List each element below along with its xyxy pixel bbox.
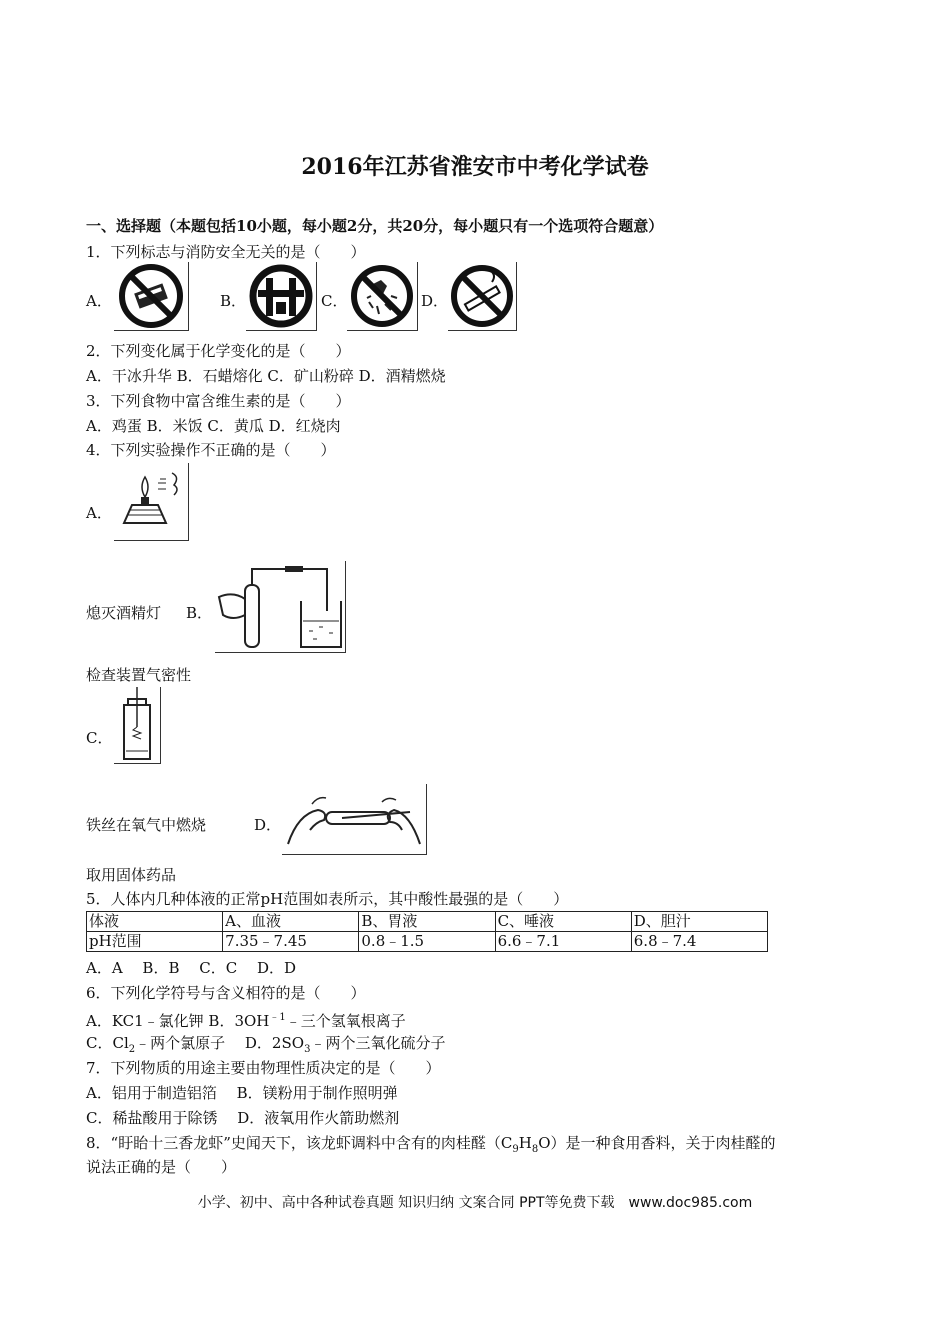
- page-footer: 小学、初中、高中各种试卷真题 知识归纳 文案合同 PPT等免费下载 www.doc985.com: [197, 1195, 753, 1211]
- table-cell: 体液: [87, 912, 223, 932]
- no-stacking-sign-icon: [114, 262, 188, 330]
- section-heading: 一、选择题（本题包括10小题，每小题2分，共20分，每小题只有一个选项符合题意）: [86, 217, 664, 235]
- question-3-options: A．鸡蛋 B．米饭 C．黄瓜 D．红烧肉: [86, 417, 341, 435]
- table-cell: A、血液: [223, 912, 359, 932]
- q4-option-c-caption: 铁丝在氧气中燃烧: [86, 816, 207, 834]
- question-4-stem: 4．下列实验操作不正确的是（ ）: [86, 441, 336, 459]
- q1-option-b-label: B．: [220, 292, 247, 310]
- question-2-stem: 2．下列变化属于化学变化的是（ ）: [86, 342, 351, 360]
- q4-option-d-label: D．: [254, 816, 282, 834]
- question-6-options-ab: A．KC1﹣氯化钾 B．$3OH^{﹣1}﹣$三个氢氧根离子: [86, 1012, 406, 1030]
- table-cell: C、唾液: [495, 912, 631, 932]
- no-smoking-sign-icon: [448, 262, 516, 330]
- q1-option-c-image: [347, 262, 418, 331]
- question-7-stem: 7．下列物质的用途主要由物理性质决定的是（ ）: [86, 1059, 441, 1077]
- table-cell: 6.6﹣7.1: [495, 932, 631, 952]
- q1-option-d-image: [448, 262, 517, 331]
- question-7-options-cd: C．稀盐酸用于除锈 D．液氧用作火箭助燃剂: [86, 1109, 400, 1127]
- question-5-options: A．A B．B C．C D．D: [86, 959, 297, 977]
- q4-option-d-caption: 取用固体药品: [86, 866, 177, 884]
- alcohol-lamp-blow-icon: [114, 463, 188, 540]
- question-8-stem-line2: 说法正确的是（ ）: [86, 1158, 237, 1176]
- question-8-stem: 8．“盱眙十三香龙虾”史闻天下，该龙虾调料中含有的肉桂醛$(C_9H_8O)$是一种食用香料，关于肉桂醛的: [86, 1134, 776, 1155]
- question-3-stem: 3．下列食物中富含维生素的是（ ）: [86, 392, 351, 410]
- question-7-options-ab: A．铝用于制造铝箔 B．镁粉用于制作照明弹: [86, 1084, 398, 1102]
- q4-option-b-label: B．: [186, 604, 213, 622]
- table-cell: 7.35﹣7.45: [223, 932, 359, 952]
- question-5-stem: 5．人体内几种体液的正常pH范围如表所示，其中酸性最强的是（ ）: [86, 890, 569, 908]
- q4-option-c-label: C．: [86, 729, 113, 747]
- table-row: [87, 912, 768, 932]
- question-2-options: A．干冰升华 B．石蜡熔化 C．矿山粉碎 D．酒精燃烧: [86, 367, 446, 385]
- q4-option-b-caption: 检查装置气密性: [86, 666, 192, 684]
- solid-reagent-icon: [282, 784, 426, 854]
- question-6-options-cd: C．$Cl_2﹣$两个氯原子 D．$2SO_3﹣$两个三氧化硫分子: [86, 1034, 446, 1055]
- q4-option-c-image: [114, 687, 161, 764]
- q4-option-a-caption: 熄灭酒精灯: [86, 604, 162, 622]
- q1-option-d-label: D．: [421, 292, 449, 310]
- iron-wire-burning-icon: [114, 687, 160, 763]
- q4-option-b-image: [215, 561, 346, 653]
- no-fireworks-sign-icon: [347, 262, 417, 330]
- table-cell: 6.8﹣7.4: [631, 932, 767, 952]
- q4-option-a-image: [114, 463, 189, 541]
- table-cell: B、胃液: [359, 912, 495, 932]
- q1-option-a-image: [114, 262, 189, 331]
- water-saving-sign-icon: [246, 262, 316, 330]
- table-row: [87, 932, 768, 952]
- table-cell: D、胆汁: [631, 912, 767, 932]
- page-title: 2016年江苏省淮安市中考化学试卷: [301, 154, 649, 180]
- table-cell: pH范围: [87, 932, 223, 952]
- table-cell: 0.8﹣1.5: [359, 932, 495, 952]
- q1-option-c-label: C．: [321, 292, 348, 310]
- ph-range-table: [86, 911, 768, 952]
- airtightness-check-icon: [215, 561, 345, 652]
- q1-option-a-label: A．: [86, 292, 112, 310]
- q4-option-a-label: A．: [86, 504, 112, 522]
- question-6-stem: 6．下列化学符号与含义相符的是（ ）: [86, 984, 366, 1002]
- q4-option-d-image: [282, 784, 427, 855]
- question-1-stem: 1．下列标志与消防安全无关的是（ ）: [86, 243, 366, 261]
- q1-option-b-image: [246, 262, 317, 331]
